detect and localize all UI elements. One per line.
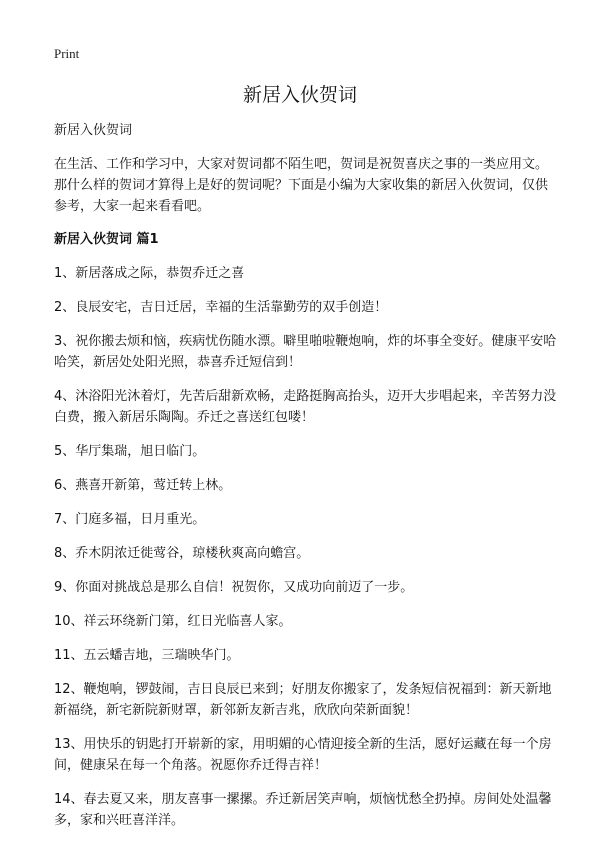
list-item: 7、门庭多福，日月重光。 [54,512,206,527]
list-item: 2、良辰安宅，吉日迁居，幸福的生活靠勤劳的双手创造！ [54,300,388,315]
list-item: 1、新居落成之际，恭贺乔迁之喜 [54,266,245,281]
list-item: 8、乔木阴浓迁徙莺谷，琼楼秋爽高向蟾宫。 [54,546,310,561]
list-item: 3、祝你搬去烦和恼，疾病忧伤随水漂。噼里啪啦鞭炮响，炸的坏事全变好。健康平安哈哈笑，新居处处阳光照，恭喜乔迁短信到！ [54,334,557,370]
document-title: 新居入伙贺词 [242,84,357,106]
print-link[interactable]: Print [54,46,80,61]
list-item: 13、用快乐的钥匙打开崭新的家，用明媚的心情迎接全新的生活，愿好运藏在每一个房间，健康呆在每一个角落。祝愿你乔迁得吉祥！ [54,737,552,773]
list-item: 14、春去夏又来，朋友喜事一摞摞。乔迁新居笑声响，烦恼忧愁全扔掉。房间处处温馨多，家和兴旺喜洋洋。 [54,792,552,828]
intro-paragraph: 在生活、工作和学习中，大家对贺词都不陌生吧，贺词是祝贺喜庆之事的一类应用文。那什么样的贺词才算得上是好的贺词呢？下面是小编为大家收集的新居入伙贺词，仅供参考，大家一起来看看吧。 [54,157,549,214]
list-item: 11、五云蟠吉地，三瑞映华门。 [54,648,240,663]
list-item: 5、华厅集瑞，旭日临门。 [54,444,206,459]
document-subtitle: 新居入伙贺词 [54,123,133,138]
list-item: 6、燕喜开新第，莺迁转上林。 [54,478,232,493]
list-item: 9、你面对挑战总是那么自信！祝贺你，又成功向前迈了一步。 [54,580,414,595]
section-heading: 新居入伙贺词 篇1 [54,232,159,247]
list-item: 10、祥云环绕新门第，红日光临喜人家。 [54,614,292,629]
document-body [54,120,558,844]
list-item: 4、沐浴阳光沐着灯，先苦后甜新欢畅，走路挺胸高抬头，迈开大步唱起来，辛苦努力没白费，搬入新居乐陶陶。乔迁之喜送红包喽！ [54,389,557,425]
list-item: 12、鞭炮响，锣鼓闹，吉日良辰已来到；好朋友你搬家了，发条短信祝福到：新天新地新福绕，新宅新院新财罩，新邻新友新吉兆，欣欣向荣新面貌！ [54,682,552,718]
